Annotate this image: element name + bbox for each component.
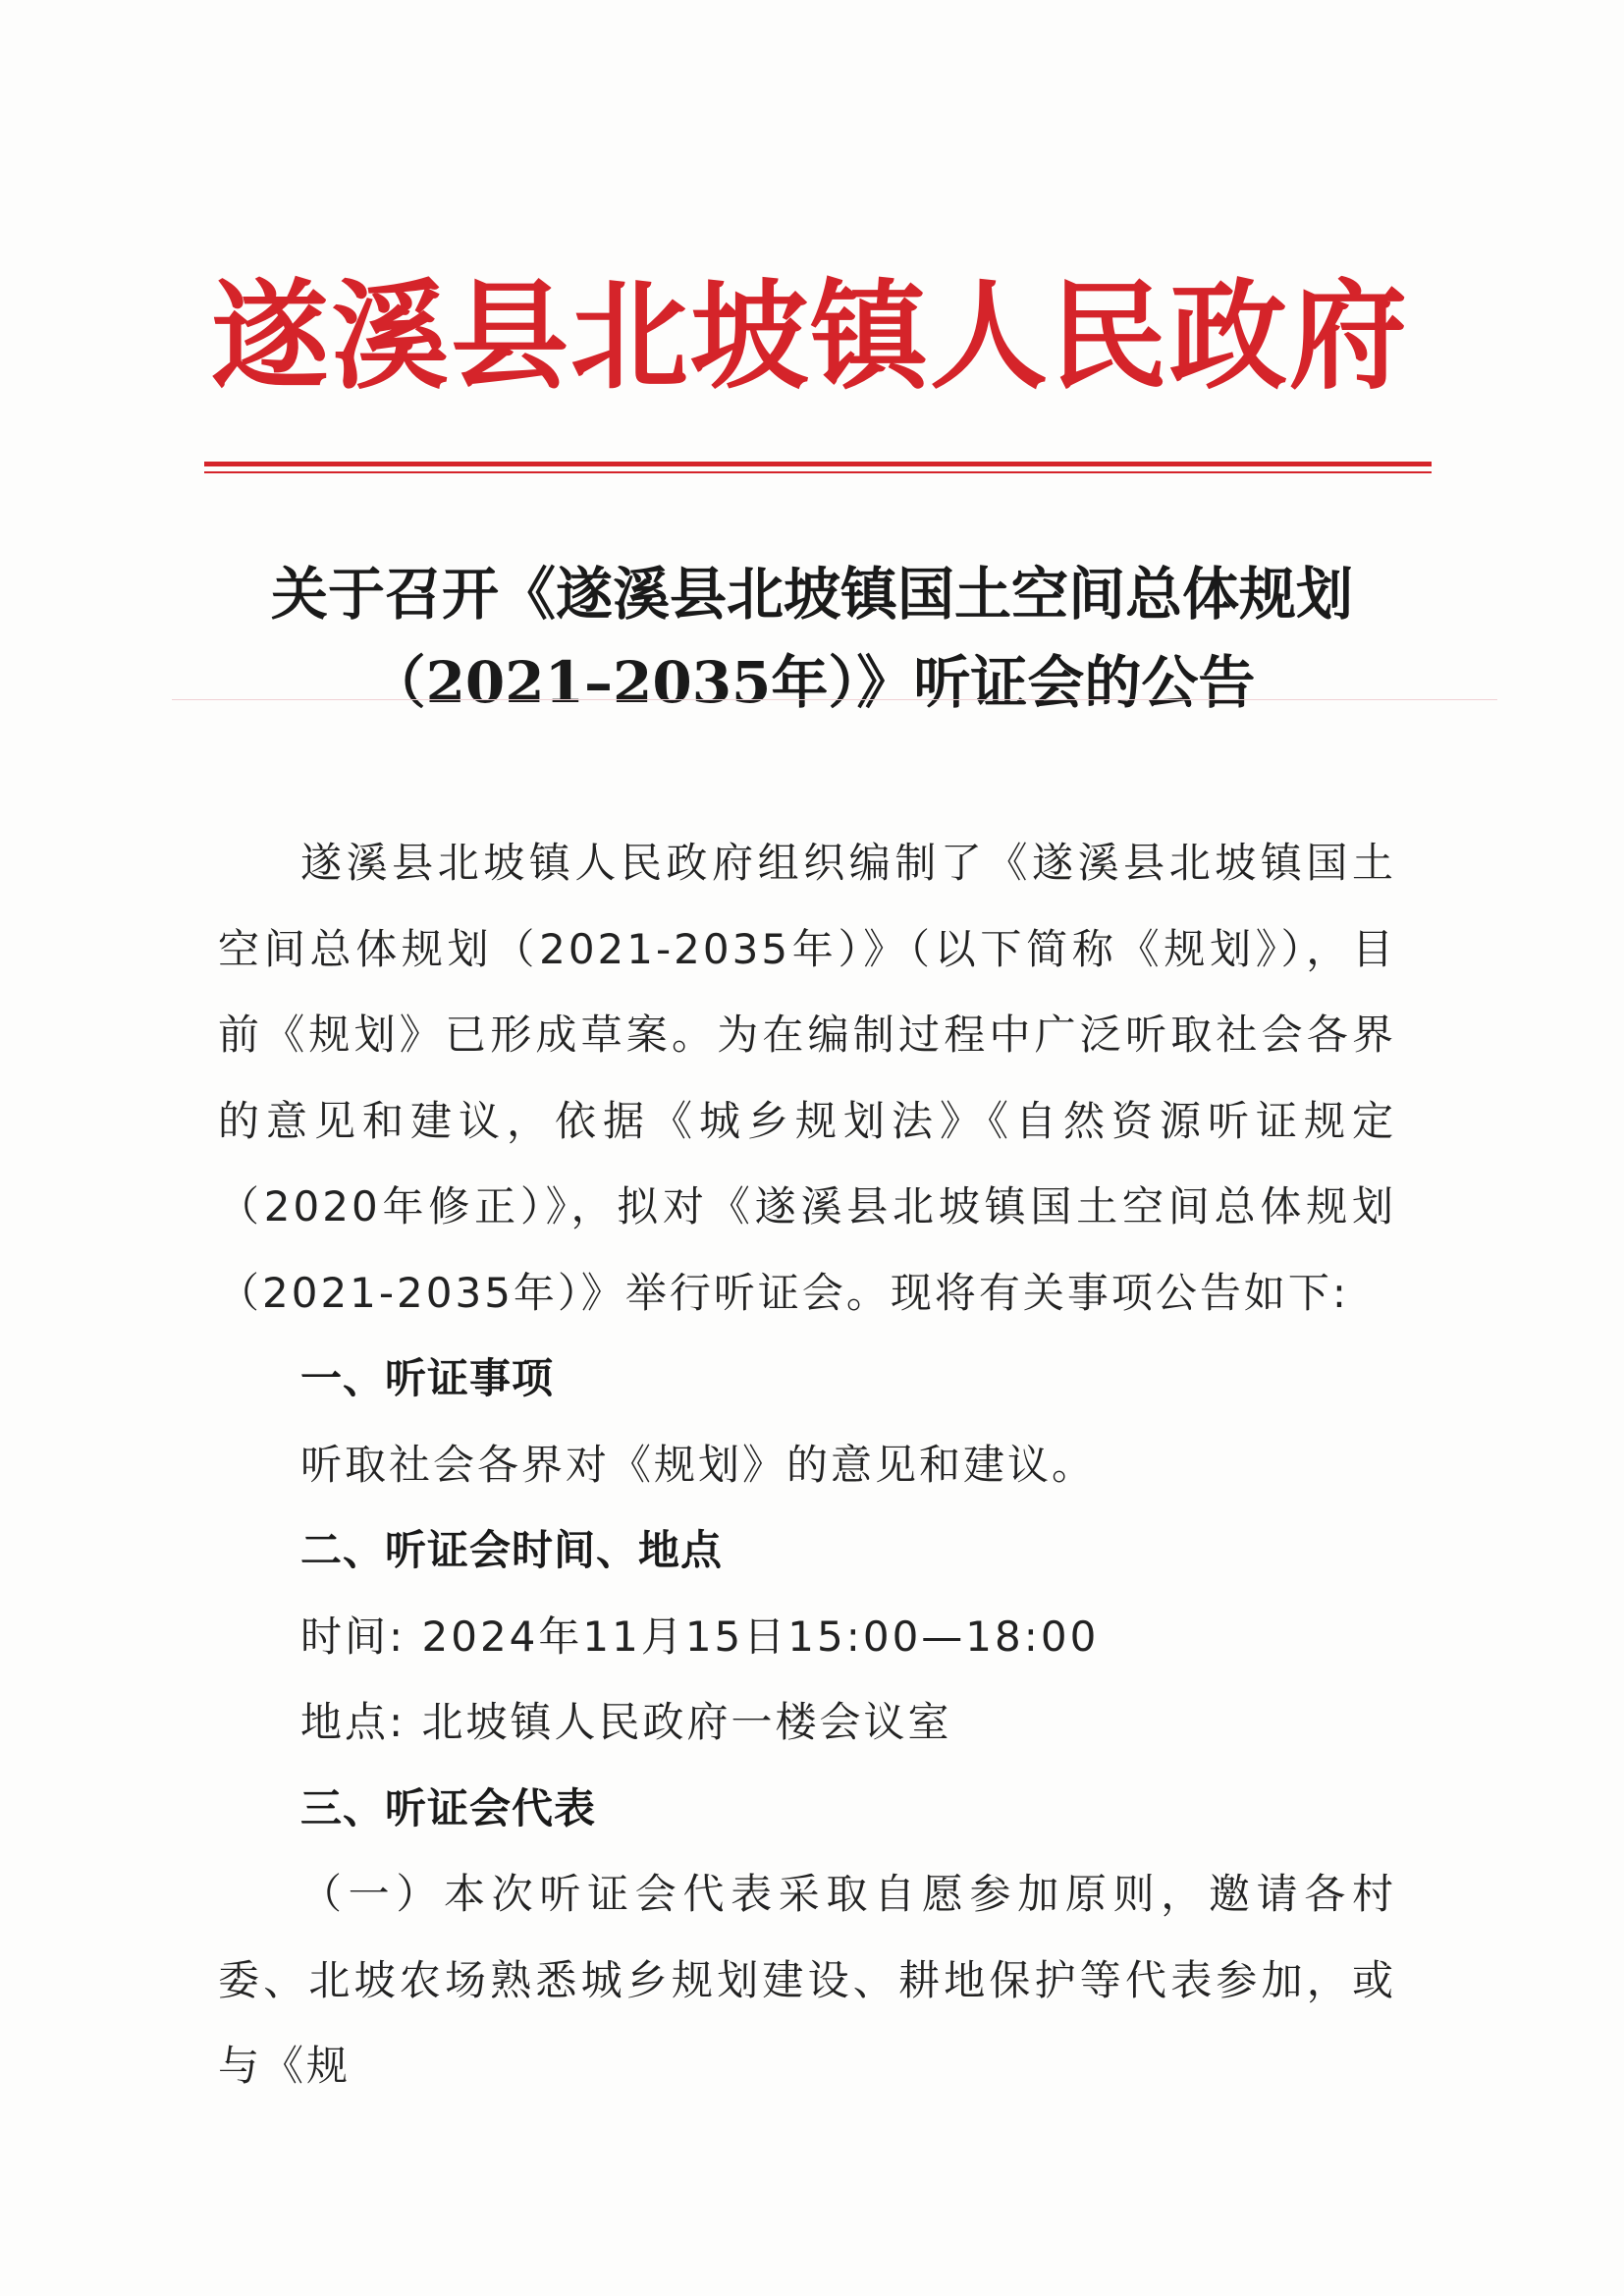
masthead-red-rule-thin: [204, 471, 1432, 473]
section-3-item-1: （一）本次听证会代表采取自愿参加原则，邀请各村委、北坡农场熟悉城乡规划建设、耕地保护等代表参加，或与《规: [218, 1870, 1396, 2090]
section-2-heading: 二、听证会时间、地点: [300, 1526, 724, 1574]
document-body: [218, 820, 1396, 2109]
document-title: [147, 550, 1477, 727]
section-1-heading: 一、听证事项: [300, 1354, 555, 1402]
masthead-red-rule: [204, 462, 1432, 466]
section-3-heading: 三、听证会代表: [300, 1783, 597, 1832]
intro-paragraph: 遂溪县北坡镇人民政府组织编制了《遂溪县北坡镇国土空间总体规划（2021-2035年）》（以下简称《规划》），目前《规划》已形成草案。为在编制过程中广泛听取社会各界的意见和建议，依据《城乡规划法》《自然资源听证规定（2020年修正）》，拟对《遂溪县北坡镇国土空间总体规划（2021-2035年）》举行听证会。现将有关事项公告如下:: [218, 839, 1396, 1317]
title-divider: [172, 699, 1497, 700]
hearing-place: 地点: 北坡镇人民政府一楼会议室: [300, 1698, 952, 1746]
section-1-text: 听取社会各界对《规划》的意见和建议。: [300, 1440, 1097, 1489]
document-title-line-2: （2021–2035年）》听证会的公告: [368, 649, 1256, 716]
document-title-line-1: 关于召开《遂溪县北坡镇国土空间总体规划: [270, 561, 1353, 628]
masthead-title: 遂溪县北坡镇人民政府: [211, 267, 1409, 406]
hearing-time: 时间: 2024年11月15日15:00—18:00: [300, 1612, 1100, 1661]
